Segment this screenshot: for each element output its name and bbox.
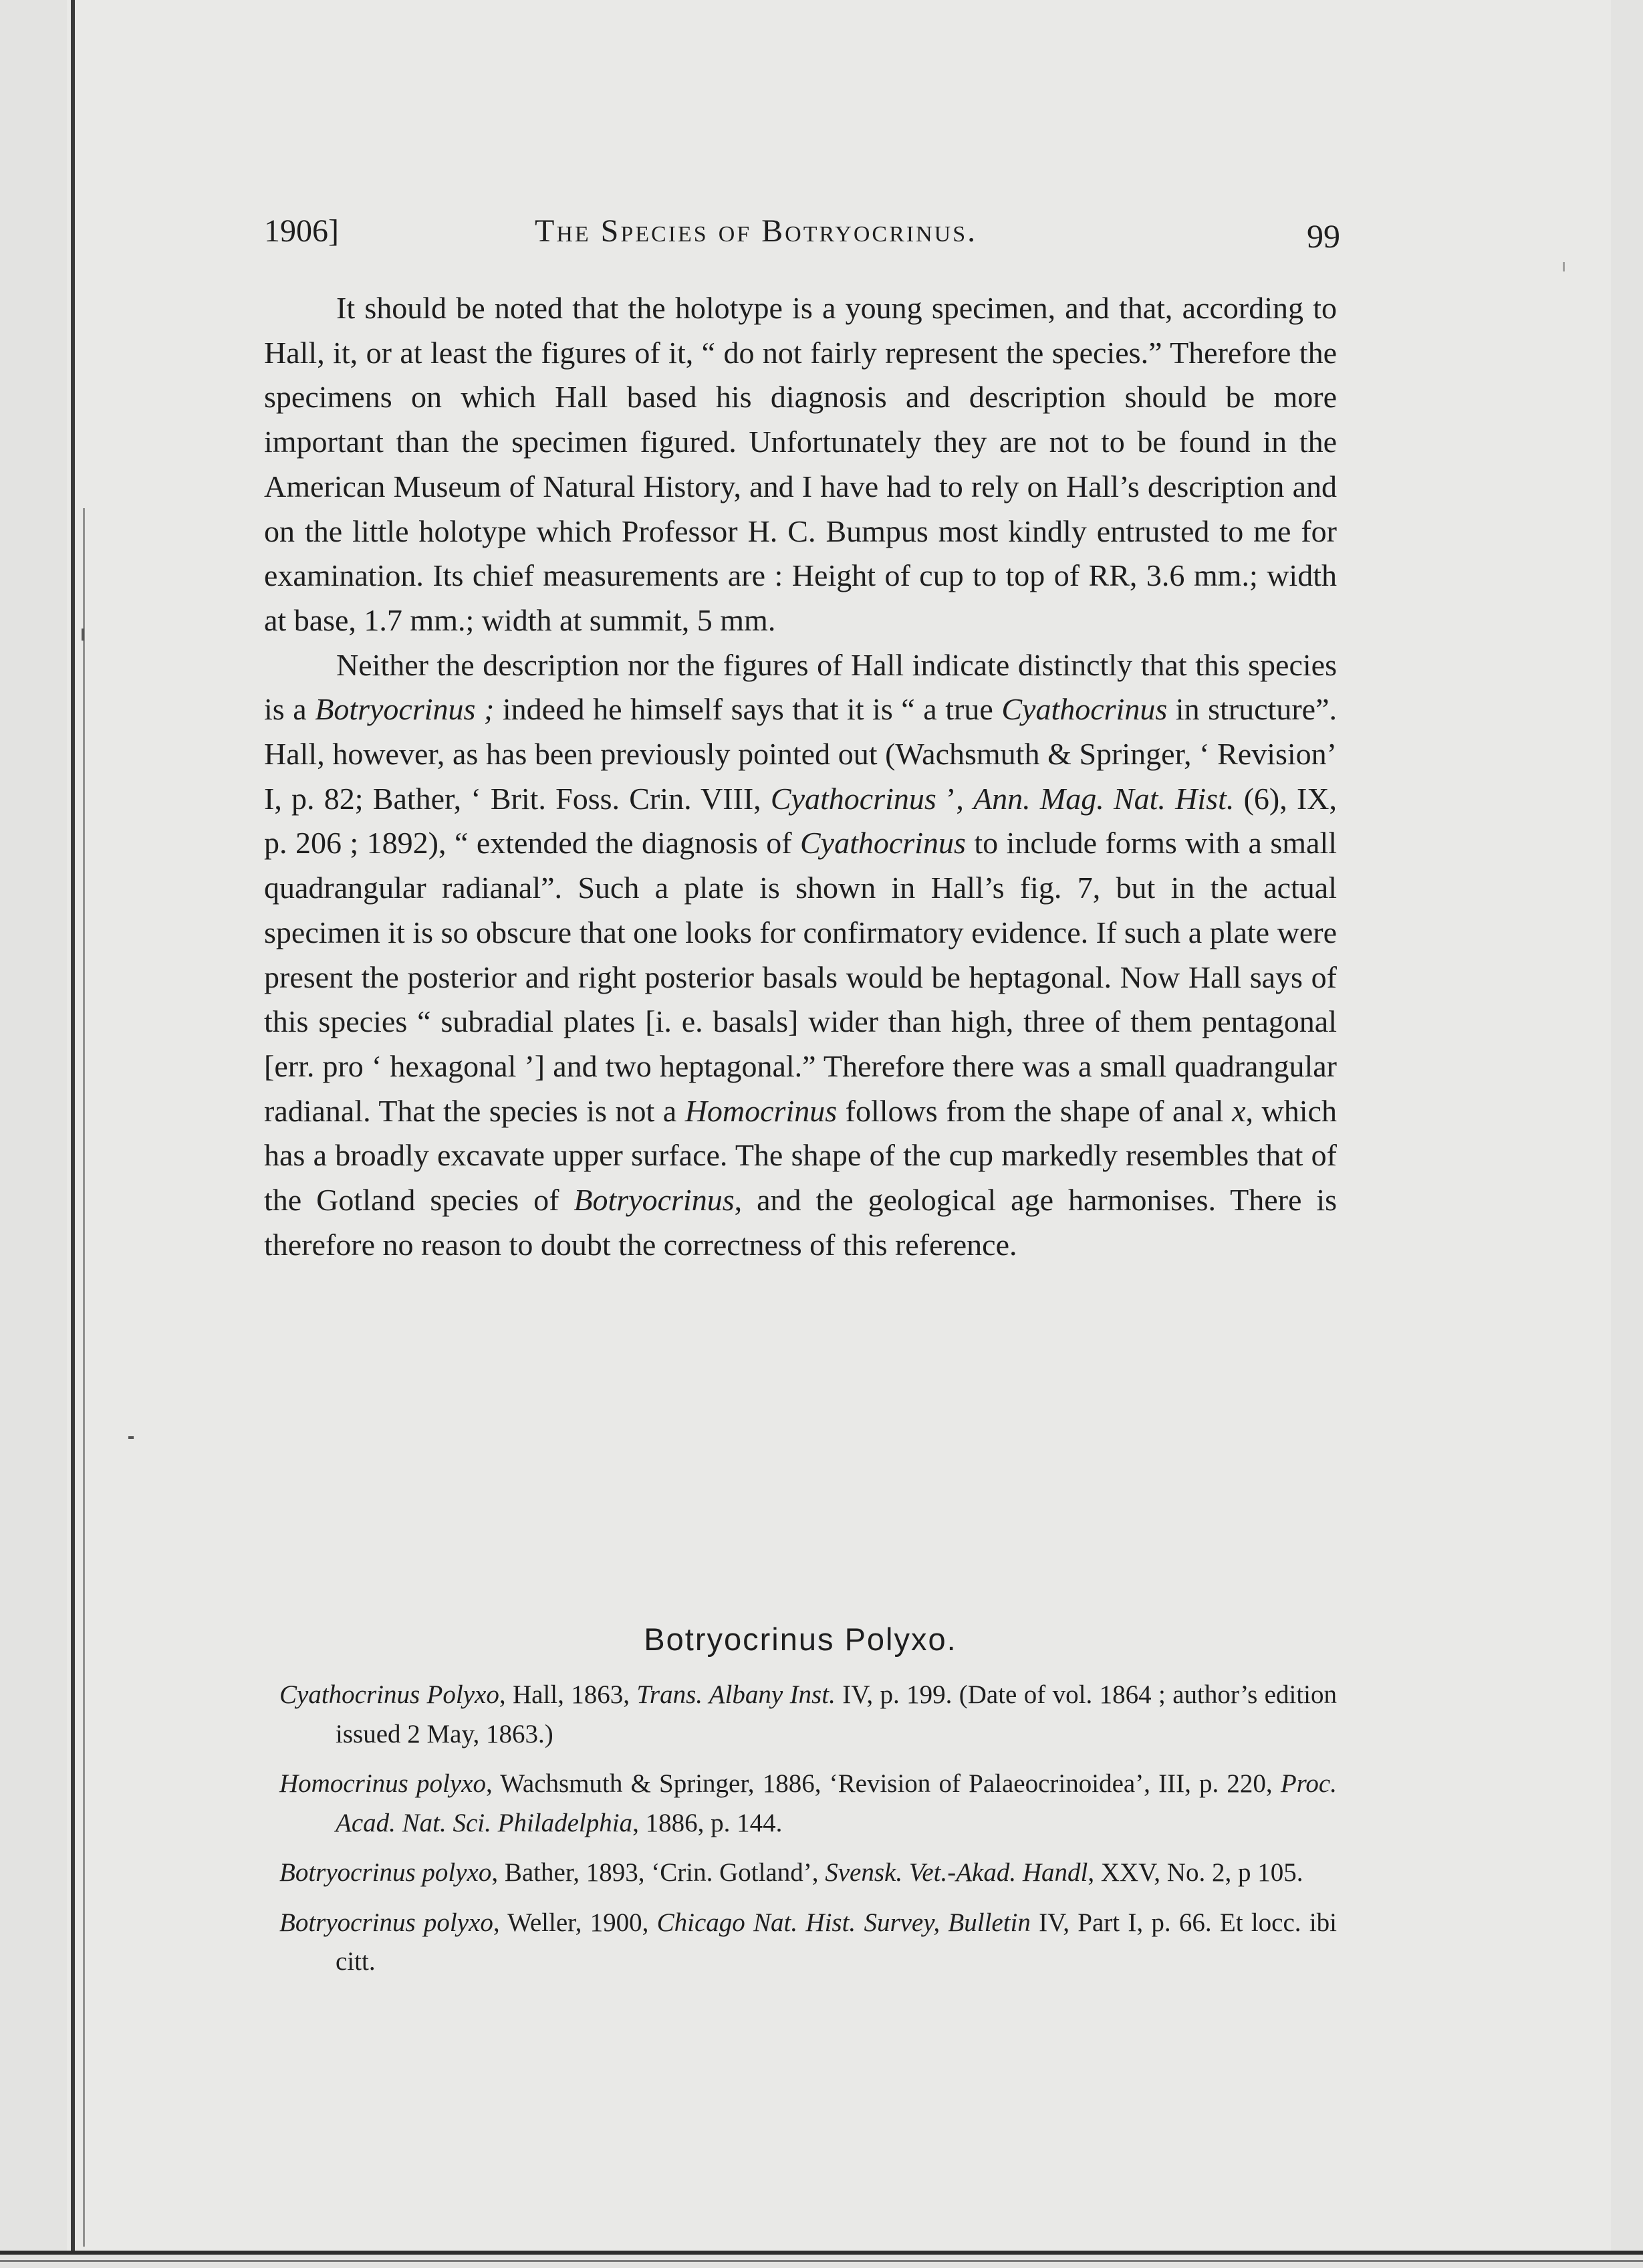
text-run: IV, Part I, p. 66. Et locc. ibi citt. [336,1908,1337,1976]
italic-text-run: Cyathocrinus Polyxo [279,1680,499,1709]
italic-text-run: Proc. Acad. Nat. Sci. Philadelphia [336,1769,1337,1837]
paragraph [264,643,1337,1268]
running-header [264,213,1340,266]
header-title: The Species of Botryocrinus. [535,213,978,249]
text-run: in structure”. Hall, however, as has been previously pointed out (Wachsmuth & Springer, ‘ Revision’ I, p. 82; Bather, ‘ Brit. Foss. Crin. VIII, [264,692,1337,816]
text-run: , which has a broadly excavate upper surface. The shape of the cup markedly resembles that of the Gotland species of [264,1093,1337,1218]
italic-text-run: Homocrinus polyxo [279,1769,486,1798]
body-text [264,286,1337,1267]
text-run: follows from the shape of anal [837,1093,1233,1128]
italic-text-run: Chicago Nat. Hist. Survey, Bulletin [656,1908,1031,1937]
text-run: , XXV, No. 2, p 105. [1088,1858,1303,1887]
species-heading: Botryocrinus Polyxo. [644,1621,957,1657]
italic-text-run: x [1232,1093,1246,1128]
scan-speck [1563,262,1565,271]
text-run: to include forms with a small quadrangular radianal”. Such a plate is shown in Hall’s fig. 7, but in the actual specimen it is so obscure that one looks for confirmatory evidence. If such a plate were present the posterior and right posterior basals would be heptagonal. Now Hall says of this species “ subradial plates [i. e. basals] wider than high, three of them pentagonal [err. pro ‘ hexagonal ’] and two heptagonal.” Therefore there was a small quadrangular radianal. That the species is not a [264,826,1338,1128]
binding-edge-line [71,0,75,2255]
synonymy-list [279,1676,1337,1993]
page-bottom-edge-shadow [0,2260,1643,2262]
synonymy-entry [279,1676,1337,1754]
binding-edge-shadow [83,508,85,2247]
italic-text-run: Botryocrinus polyxo [279,1908,493,1937]
italic-text-run: Botryocrinus [574,1183,735,1218]
italic-text-run: Cyathocrinus [1001,692,1168,727]
text-run: indeed he himself says that it is “ a true [494,692,1002,727]
italic-text-run: Svensk. Vet.-Akad. Handl [825,1858,1088,1887]
text-run: ’, [936,781,974,816]
italic-text-run: Trans. Albany Inst. [636,1680,836,1709]
header-year: 1906] [264,213,339,249]
text-run: (6), IX, p. 206 ; 1892), “ extended the diagnosis of [264,781,1338,861]
text-run: IV, p. 199. (Date of vol. 1864 ; author’s edition issued 2 May, 1863.) [336,1680,1337,1748]
paragraph [264,286,1337,643]
page-number: 99 [1307,217,1340,255]
text-run: , Weller, 1900, [493,1908,657,1937]
text-run: , Hall, 1863, [499,1680,637,1709]
text-run: It should be noted that the holotype is a young specimen, and that, according to Hall, it, or at least the figures of it, “ do not fairly represent the species.” Therefore the specimens on which Hall based his diagnosis and description should be more important than the specimen figured. Unfortunately they are not to be found in the American Museum of Natural History, and I have had to rely on Hall’s description and on the little holotype which Professor H. C. Bumpus most kindly entrusted to me for examination. Its chief measurements are : Height of cup to top of RR, 3.6 mm.; width at base, 1.7 mm.; width at summit, 5 mm. [264,291,1337,637]
italic-text-run: Botryocrinus polyxo [279,1858,492,1887]
text-run: , Wachsmuth & Springer, 1886, ‘Revision of Palaeocrinoidea’, III, p. 220, [485,1769,1281,1798]
text-run: , Bather, 1893, ‘Crin. Gotland’, [491,1858,826,1887]
text-run: , 1886, p. 144. [632,1808,783,1837]
page-bottom-edge [0,2251,1643,2255]
italic-text-run: Homocrinus [684,1093,838,1128]
synonymy-entry [279,1904,1337,1982]
italic-text-run: Botryocrinus ; [315,692,495,727]
italic-text-run: Ann. Mag. Nat. Hist. [973,781,1235,816]
text-run: , and the geological age harmonises. There is therefore no reason to doubt the correctness of this reference. [264,1183,1337,1262]
synonymy-entry [279,1765,1337,1843]
scan-speck [128,1436,134,1439]
synonymy-entry [279,1853,1337,1893]
text-run: Neither the description nor the figures of Hall indicate distinctly that this species is a [264,647,1337,727]
scan-speck [82,629,84,641]
italic-text-run: Cyathocrinus [800,826,966,861]
italic-text-run: Cyathocrinus [770,781,936,816]
